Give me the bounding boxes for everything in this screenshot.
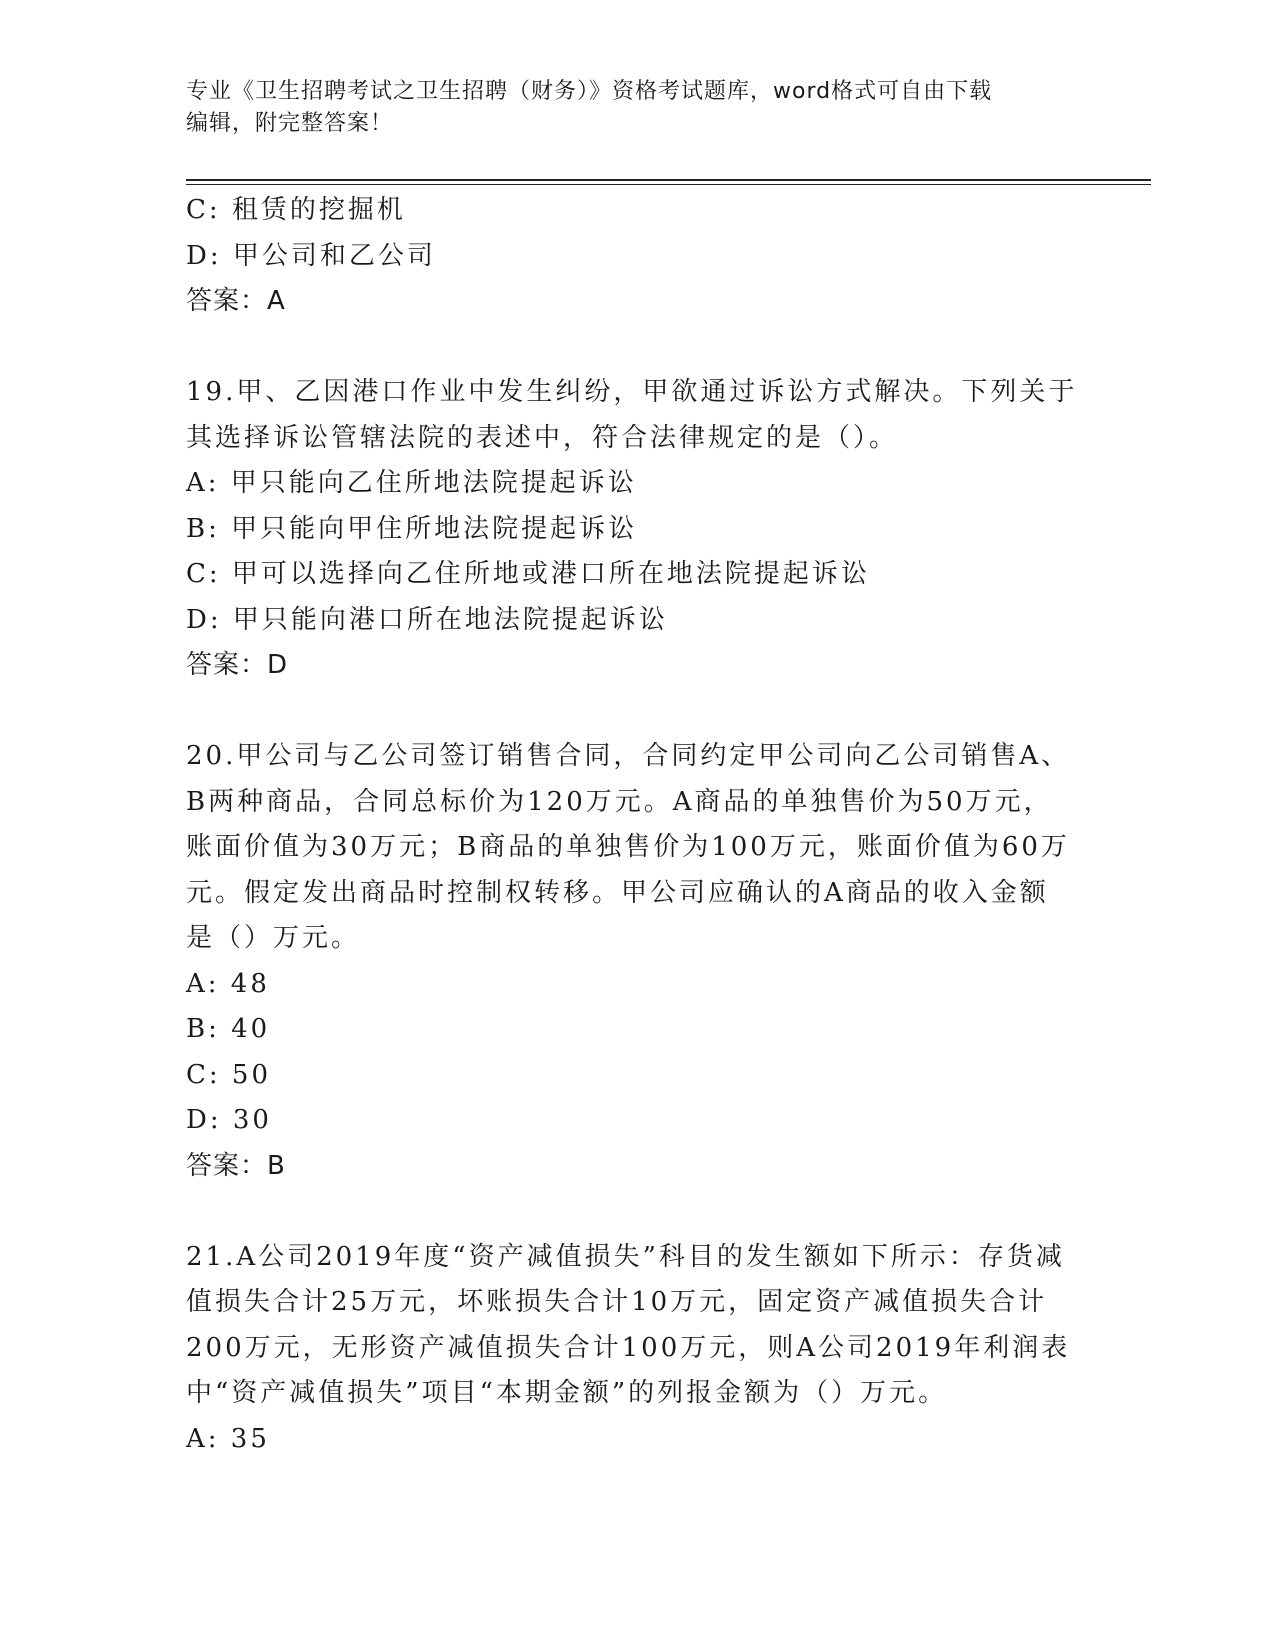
option-d: D: 甲只能向港口所在地法院提起诉讼 bbox=[186, 604, 668, 635]
option-a: A: 48 bbox=[186, 968, 270, 999]
question-text-line: 19.甲、乙因港口作业中发生纠纷，甲欲通过诉讼方式解决。下列关于 bbox=[186, 377, 1078, 407]
header-line-1: 专业《卫生招聘考试之卫生招聘（财务）》资格考试题库，word格式可自由下载 bbox=[186, 79, 993, 104]
option-d: D: 30 bbox=[186, 1105, 272, 1135]
question-text-line: 账面价值为30万元；B商品的单独售价为100万元，账面价值为60万 bbox=[186, 832, 1070, 862]
question-text-line: 中“资产减值损失”项目“本期金额”的列报金额为（）万元。 bbox=[186, 1378, 948, 1408]
question-content bbox=[186, 188, 1086, 1462]
answer: 答案：D bbox=[186, 650, 289, 680]
option-d: D: 甲公司和乙公司 bbox=[186, 240, 436, 271]
option-c: C: 甲可以选择向乙住所地或港口所在地法院提起诉讼 bbox=[186, 559, 870, 589]
option-b: B: 40 bbox=[186, 1014, 271, 1044]
option-c: C: 租赁的挖掘机 bbox=[186, 195, 406, 225]
question-20 bbox=[186, 734, 1086, 1189]
answer: 答案：A bbox=[186, 286, 286, 316]
question-text-line: 是（）万元。 bbox=[186, 923, 361, 953]
question-21 bbox=[186, 1235, 1086, 1463]
question-text-line: 值损失合计25万元，坏账损失合计10万元，固定资产减值损失合计 bbox=[186, 1287, 1048, 1317]
answer: 答案：B bbox=[186, 1150, 286, 1181]
option-b: B: 甲只能向甲住所地法院提起诉讼 bbox=[186, 513, 638, 544]
question-text-line: 21.A公司2019年度“资产减值损失”科目的发生额如下所示：存货减 bbox=[186, 1241, 1065, 1272]
header-divider-thin bbox=[186, 184, 1151, 185]
header-line-2: 编辑，附完整答案！ bbox=[186, 111, 394, 136]
option-a: A: 35 bbox=[186, 1423, 270, 1454]
question-text-line: 200万元，无形资产减值损失合计100万元，则A公司2019年利润表 bbox=[186, 1332, 1071, 1363]
question-text-line: 元。假定发出商品时控制权转移。甲公司应确认的A商品的收入金额 bbox=[186, 877, 1049, 908]
header-divider-thick bbox=[186, 179, 1151, 181]
question-19 bbox=[186, 370, 1086, 689]
question-text-line: B两种商品，合同总标价为120万元。A商品的单独售价为50万元， bbox=[186, 786, 1053, 817]
document-header bbox=[186, 76, 1086, 140]
question-text-line: 20.甲公司与乙公司签订销售合同，合同约定甲公司向乙公司销售A、 bbox=[186, 741, 1071, 771]
question-18-tail bbox=[186, 188, 1086, 325]
question-text-line: 其选择诉讼管辖法院的表述中，符合法律规定的是（）。 bbox=[186, 422, 899, 453]
option-a: A: 甲只能向乙住所地法院提起诉讼 bbox=[186, 468, 637, 498]
option-c: C: 50 bbox=[186, 1059, 272, 1090]
